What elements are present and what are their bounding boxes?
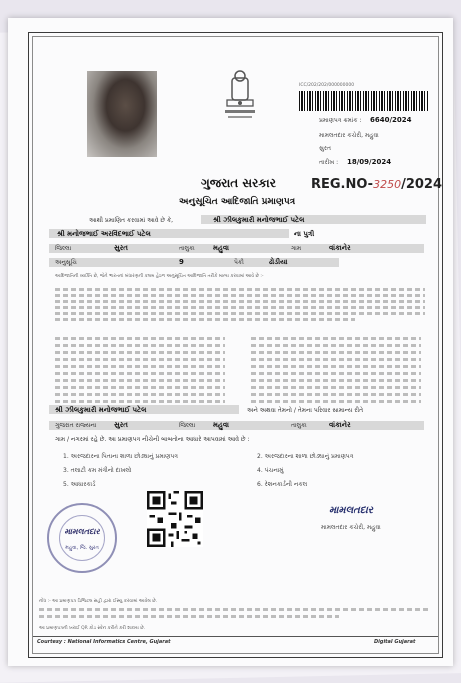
issue-date: 18/09/2024	[347, 158, 392, 166]
district-value-1: સુરત	[114, 244, 128, 252]
basis-item-5: 5. આધારકાર્ડ	[63, 481, 96, 488]
district-label-2: જિલ્લા	[179, 422, 196, 429]
taluka-label-2: તાલુકા	[291, 422, 307, 429]
parent-name: શ્રી મનોજભાઈ અરવિંદભાઈ પટેલ	[57, 230, 151, 238]
residence-label: ગુજરાત રાજ્યના	[55, 422, 97, 429]
certificate-no-label: પ્રમાણપત્ર ક્રમાંક :	[319, 117, 362, 124]
signer-office: મામલતદાર કચેરી, મહુવા	[321, 524, 381, 531]
residence-village: વાંકાનેર	[329, 421, 351, 429]
courtesy-text: Courtesy : National Informatics Centre, Gujarat	[37, 639, 171, 645]
district-label-1: જિલ્લા	[55, 245, 72, 252]
fine-print-left	[55, 333, 225, 403]
office-line-2: સુરત	[319, 145, 331, 152]
basis-item-3: 3. તલાટી કમ મંત્રીનો દાખલો	[63, 467, 132, 474]
holder-suffix: અને અથવા તેમનો / તેમના પરિવાર સામાન્ય રીતે	[247, 407, 364, 414]
official-stamp: મામલતદાર મહુવા, જિ. સુરત	[47, 503, 117, 573]
tribe-name: ઢોડીયા	[269, 258, 288, 266]
village-label-1: ગામ	[291, 245, 302, 252]
certificate-border	[28, 32, 443, 658]
taluka-value-1: મહુવા	[213, 244, 229, 252]
ashoka-emblem-icon	[219, 70, 261, 128]
basis-item-1: 1. અરજદારના પિતાના શાળા છોડ્યાનું પ્રમાણપત્ર	[63, 453, 178, 460]
reg-number: REG.NO-3250/2024	[311, 177, 443, 192]
basis-item-2: 2. અરજદારના શાળા છોડ્યાનું પ્રમાણપત્ર	[257, 453, 354, 460]
residence-taluka: મહુવા	[213, 421, 229, 429]
intro-text: આથી પ્રમાણિત કરવામાં આવે છે કે,	[89, 217, 174, 224]
qr-code-icon	[147, 491, 203, 547]
barcode-text: ICC/202/202/000000000	[299, 83, 355, 88]
fine-print-block	[55, 285, 425, 321]
village-value-1: વાંકાનેર	[329, 244, 351, 252]
schedule-label: અનુસૂચિ	[55, 259, 77, 266]
footer-fine-lines	[39, 608, 429, 618]
footer-divider	[33, 636, 438, 637]
basis-item-6: 6. રેશનકાર્ડની નકલ	[257, 481, 308, 488]
fine-print-right	[251, 333, 421, 403]
footer-note-2: આ પ્રમાણપત્રની ખરાઈ QR કોડ સ્કેન કરીને કરી શકાય છે.	[39, 626, 146, 631]
taluka-label-1: તાલુકા	[179, 245, 195, 252]
government-title: ગુજરાત સરકાર	[201, 176, 276, 190]
date-label: તારીખ :	[319, 159, 339, 166]
footer-note-1: નોંધ :- આ પ્રમાણપત્ર ડિજિટલ સહી દ્વારા ઈસ્યુ કરવામાં આવેલ છે.	[39, 599, 158, 604]
tribe-label: પૈકી	[234, 259, 244, 266]
relation-text: ના પુત્રી	[294, 230, 315, 238]
tribe-intro: આદિજાતિની વ્યક્તિ છે, જેને ભારતનાં બંધારણની કલમ હેઠળ અનુસૂચિત આદિજાતિ તરીકે માન્ય કરવામાં આવે છે :-	[55, 274, 264, 279]
certificate-title: અનુસૂચિત આદિજાતિ પ્રમાણપત્ર	[179, 197, 296, 207]
applicant-photo	[87, 71, 157, 157]
certificate-page	[8, 18, 453, 666]
reg-handwritten: 3250	[373, 178, 402, 191]
basis-item-4: 4. પંચનામું	[257, 467, 284, 474]
closing-line: ગામ / નગરમાં રહે છે. આ પ્રમાણપત્ર નીચેની બાબતોના આધારે આપવામાં આવે છે :	[55, 436, 250, 443]
applicant-name: શ્રી ઝીલકુમારી મનોજભાઈ પટેલ	[213, 216, 305, 224]
holder-name: શ્રી ઝીલકુમારી મનોજભાઈ પટેલ	[55, 406, 147, 414]
office-line-1: મામલતદાર કચેરી, મહુવા	[319, 132, 379, 139]
schedule-number: 9	[179, 258, 184, 266]
barcode	[299, 91, 429, 111]
signature-handwritten: મામલતદાર	[329, 505, 373, 516]
digital-gujarat-text: Digital Gujarat	[374, 639, 416, 645]
residence-district: સુરત	[114, 421, 128, 429]
certificate-number: 6640/2024	[370, 116, 412, 124]
